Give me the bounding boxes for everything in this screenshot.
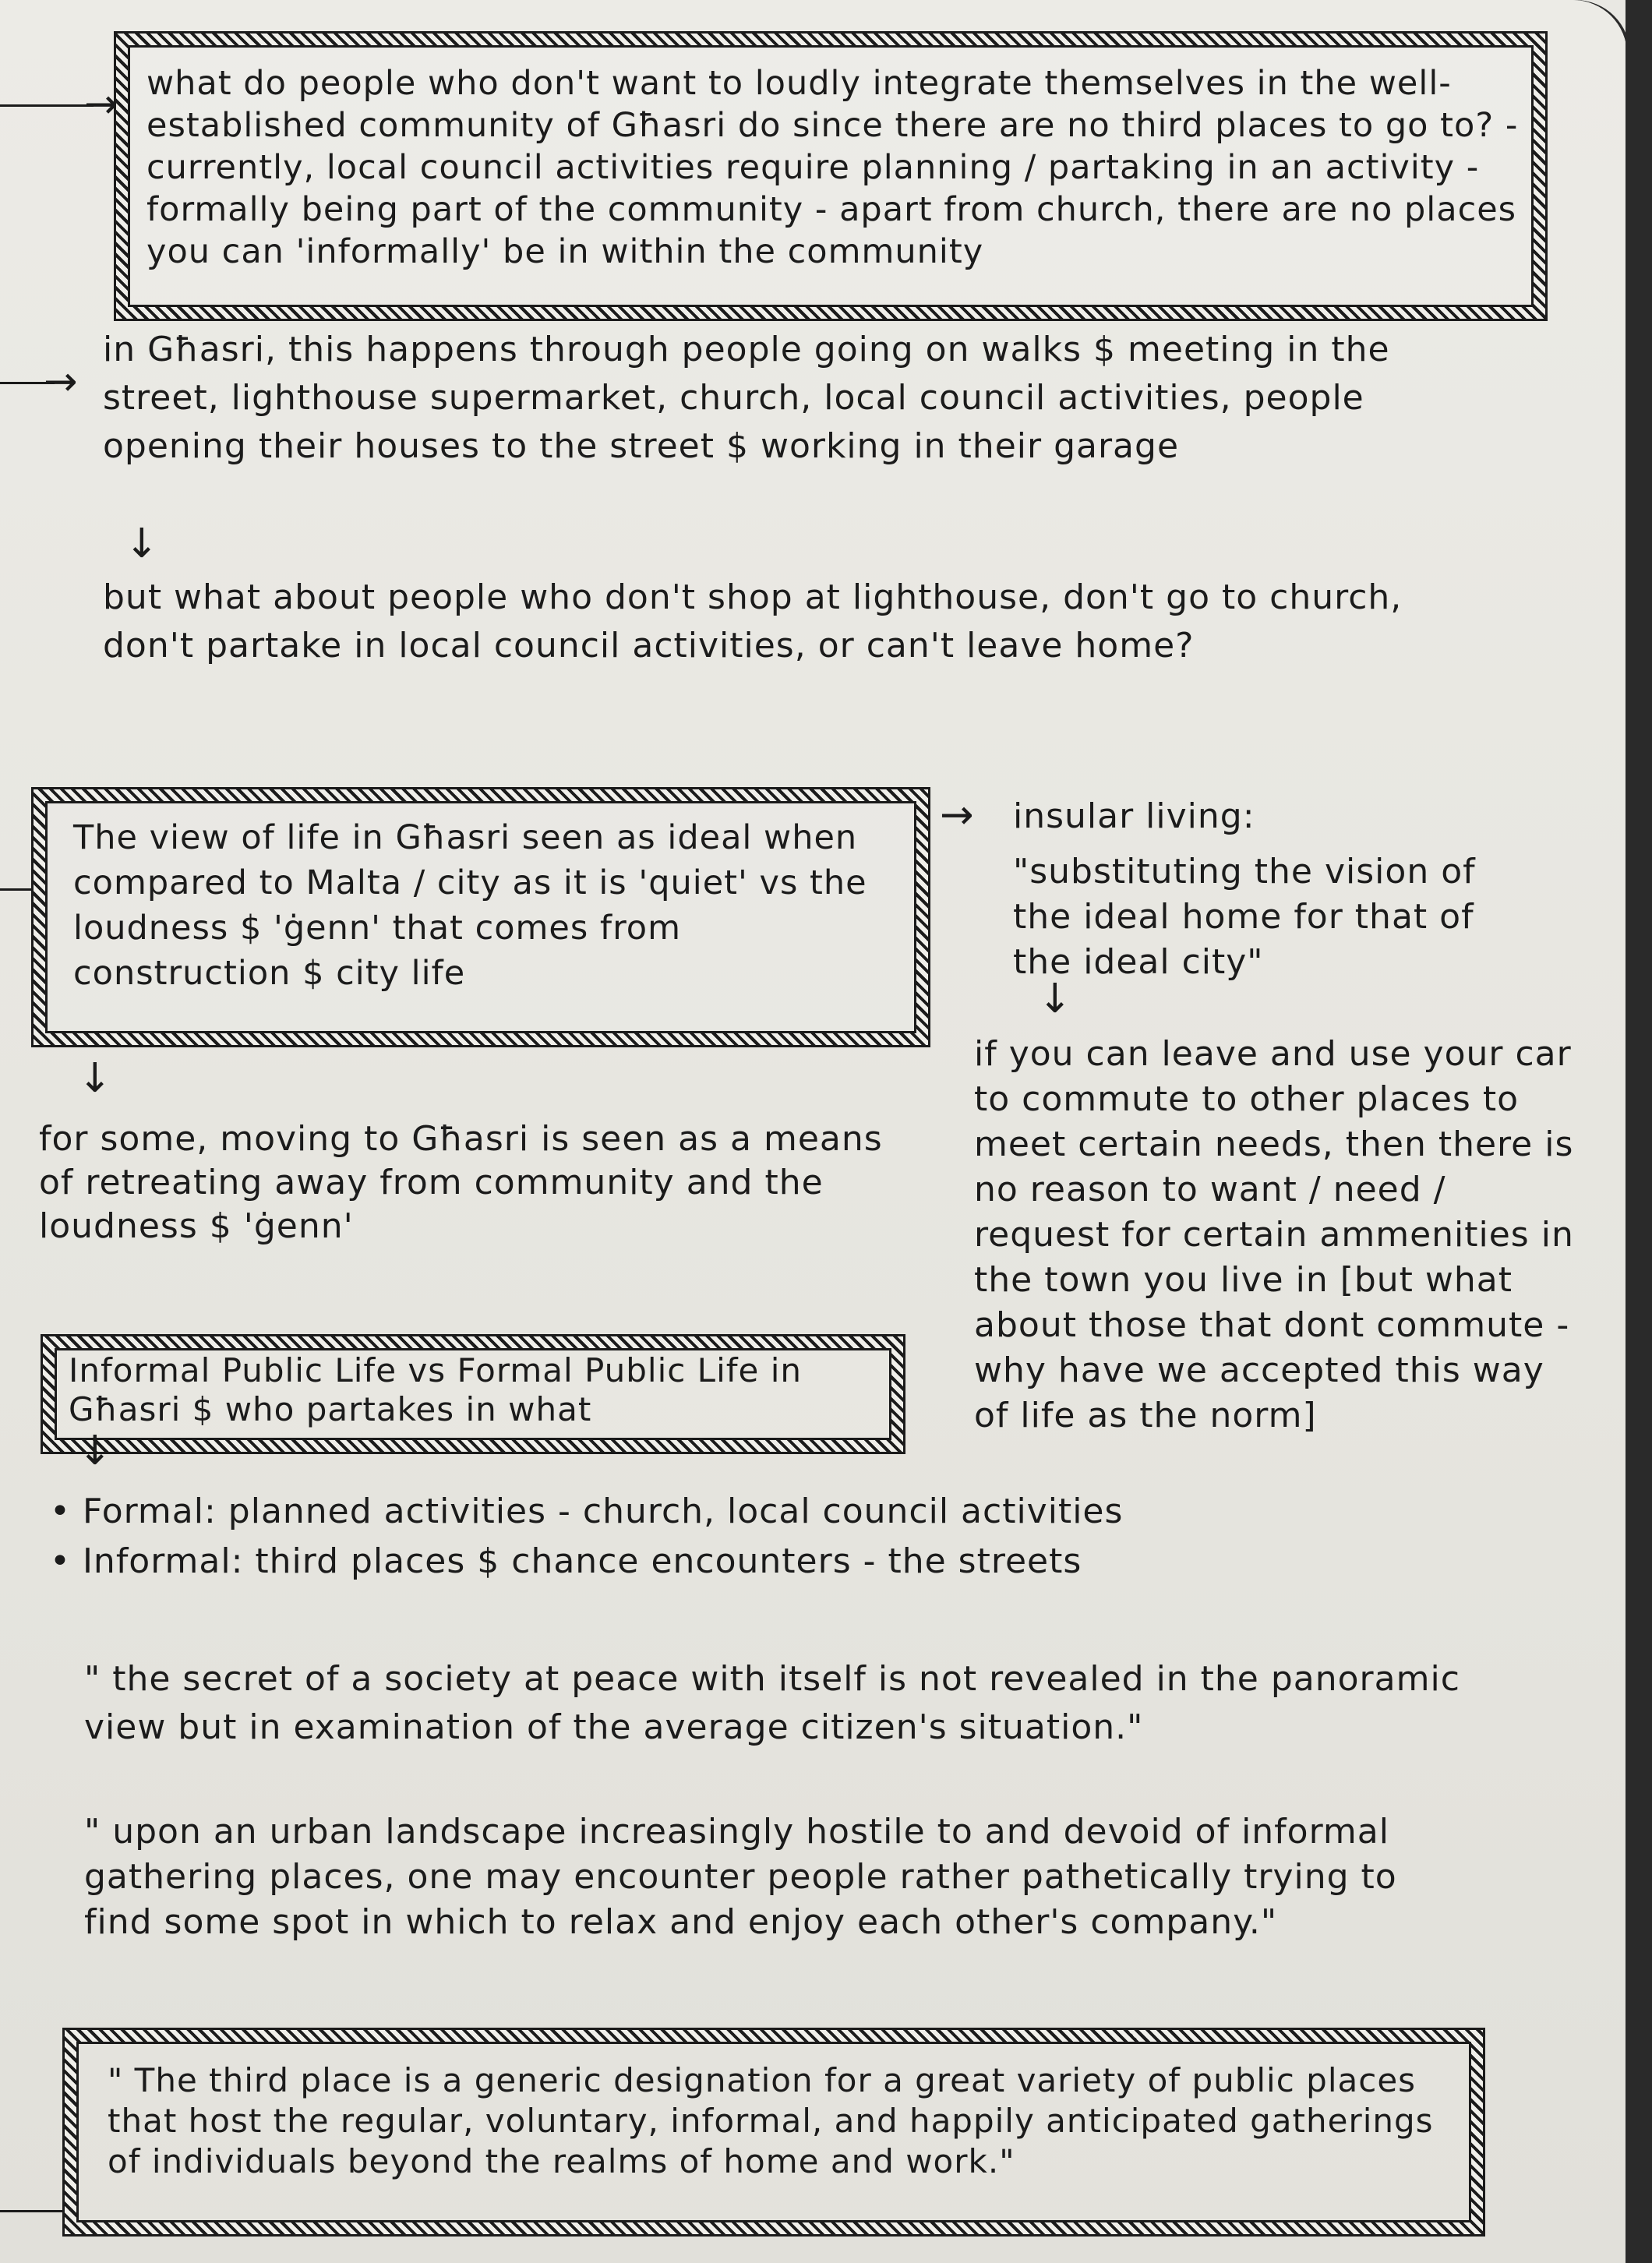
quote-urban-landscape: " upon an urban landscape increasingly hostile to and devoid of informal gathering places, one may encounter people rather pathetically trying to find some spot in which to relax and enjoy each other's company."	[84, 1812, 1409, 1942]
insular-quote: "substituting the vision of the ideal home for that of the ideal city"	[1013, 852, 1488, 982]
box-view-of-life-text: The view of life in Għasri seen as ideal when compared to Malta / city as it is 'quiet' vs the loudness $ 'ġenn' that comes from construction $ city life	[73, 818, 879, 993]
page-edge-shadow	[1626, 0, 1652, 2263]
bullet-informal-text: Informal: third places $ chance encounters - the streets	[82, 1541, 1082, 1581]
box-third-places-question-text: what do people who don't want to loudly integrate themselves in the well-established community of Għasri do since there are no third places to go to? - currently, local council activities require planning / partaking in an activity - formally being part of the community - apart from church, there are no places you can 'informally' be in within the community	[146, 64, 1530, 271]
arrow-down-icon: ↓	[78, 1055, 112, 1102]
quote-secret-of-society: " the secret of a society at peace with itself is not revealed in the panoramic view but in examination of the average citizen's situation."	[84, 1659, 1472, 1747]
arrow-right-icon: →	[940, 792, 974, 838]
margin-line-bottom	[0, 2210, 62, 2212]
arrow-down-icon: ↓	[125, 521, 159, 567]
arrow-right-icon: →	[84, 81, 118, 128]
bullet-informal: • Informal: third places $ chance encounters - the streets	[50, 1541, 1082, 1581]
box-view-of-life	[31, 787, 930, 1047]
insular-heading: insular living:	[1013, 796, 1255, 836]
para-moving-to-ghasri: for some, moving to Għasri is seen as a means of retreating away from community and the loudness $ 'ġenn'	[39, 1119, 895, 1246]
box-third-places-question	[114, 31, 1548, 321]
box-informal-vs-formal	[41, 1334, 905, 1454]
box-third-place-definition-text: " The third place is a generic designation for a great variety of public places that host the regular, voluntary, informal, and happily anticipated gatherings of individuals beyond the realms of home and work."	[108, 2061, 1445, 2180]
margin-line-top	[0, 104, 94, 107]
insular-body: if you can leave and use your car to commute to other places to meet certain needs, then there is no reason to want / need / request for certain ammenities in the town you live in [but what about those that dont commute - why have we accepted this way of life as the norm]	[974, 1034, 1586, 1435]
box-informal-vs-formal-text: Informal Public Life vs Formal Public Life in Għasri $ who partakes in what	[69, 1351, 814, 1428]
para-how-it-happens: in Għasri, this happens through people going on walks $ meeting in the street, lighthouse supermarket, church, local council activities, people opening their houses to the street $ working in their garage	[103, 330, 1402, 466]
box-third-place-definition	[62, 2028, 1485, 2237]
bullet-formal-text: Formal: planned activities - church, local council activities	[82, 1492, 1124, 1531]
arrow-right-icon: →	[44, 358, 78, 405]
arrow-down-icon: ↓	[1038, 976, 1072, 1022]
arrow-down-icon: ↓	[78, 1428, 112, 1474]
bullet-formal: • Formal: planned activities - church, local council activities	[50, 1492, 1124, 1531]
margin-line-3	[0, 888, 31, 891]
para-what-about: but what about people who don't shop at lighthouse, don't go to church, don't partake in local council activities, or can't leave home?	[103, 577, 1414, 665]
